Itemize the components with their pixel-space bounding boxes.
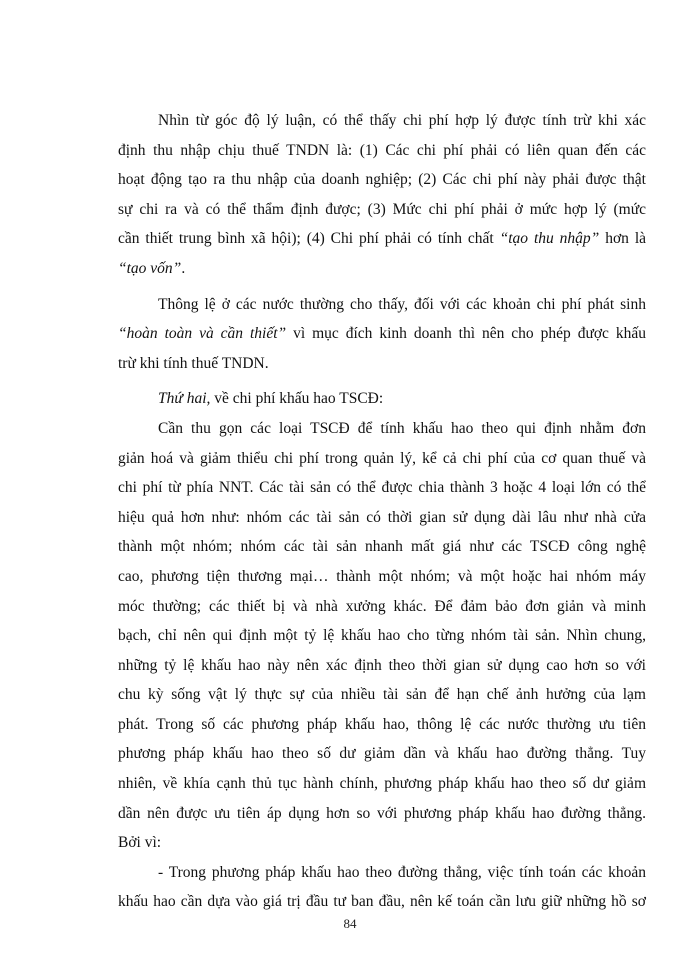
- italic-text: “tạo vốn”: [118, 259, 182, 277]
- text-line: [118, 887, 646, 917]
- paragraph-straight-line-note: [118, 858, 646, 917]
- body-text: vì mục đích kinh doanh thì nên cho phép được khấu: [286, 325, 646, 343]
- text-line: [118, 414, 646, 444]
- text-line: [118, 349, 646, 379]
- italic-text: “tạo thu nhập”: [499, 230, 600, 248]
- body-text: định thu nhập chịu thuế TNDN là: (1) Các chi phí phải có liên quan đến các: [118, 141, 646, 159]
- text-line: [118, 254, 646, 284]
- text-line: [118, 710, 646, 740]
- text-line: [118, 562, 646, 592]
- text-line: [118, 106, 646, 136]
- text-line: [118, 503, 646, 533]
- body-text: móc thường; các thiết bị và nhà xưởng khác. Để đảm bảo đơn giản và minh: [118, 597, 646, 615]
- text-line: [118, 739, 646, 769]
- body-text: giản hoá và giảm thiểu chi phí trong quản lý, kể cả chi phí của cơ quan thuế và: [118, 449, 646, 467]
- text-line: [118, 651, 646, 681]
- body-text: cao, phương tiện thương mại… thành một nhóm; và một hoặc hai nhóm máy: [118, 567, 646, 585]
- body-text: chi phí từ phía NNT. Các tài sản có thể được chia thành 3 hoặc 4 loại lớn có thể: [118, 479, 646, 497]
- body-text: Cần thu gọn các loại TSCĐ để tính khấu hao theo qui định nhằm đơn: [158, 419, 646, 437]
- body-text: Thông lệ ở các nước thường cho thấy, đối với các khoản chi phí phát sinh: [158, 295, 646, 313]
- body-text: phương pháp khấu hao theo số dư giảm dần và khấu hao đường thẳng. Tuy: [118, 745, 646, 763]
- paragraph-depreciation: [118, 414, 646, 858]
- body-text: khấu hao cần dựa vào giá trị đầu tư ban đầu, nên kế toán cần lưu giữ những hồ sơ: [118, 893, 646, 911]
- text-line: [118, 384, 646, 414]
- text-line: [118, 290, 646, 320]
- text-line: [118, 224, 646, 254]
- body-text: phát. Trong số các phương pháp khấu hao, thông lệ các nước thường ưu tiên: [118, 715, 646, 733]
- body-text: những tỷ lệ khấu hao này nên xác định theo thời gian sử dụng cao hơn so với: [118, 656, 646, 674]
- text-line: [118, 165, 646, 195]
- text-line: [118, 680, 646, 710]
- body-text: về chi phí khấu hao TSCĐ:: [210, 390, 384, 408]
- body-text: sự chi ra và có thể thẩm định được; (3) Mức chi phí phải ở mức hợp lý (mức: [118, 200, 646, 218]
- body-text: Nhìn từ góc độ lý luận, có thể thấy chi phí hợp lý được tính trừ khi xác: [158, 112, 646, 129]
- paragraph-second-heading: [118, 384, 646, 414]
- body-text: chu kỳ sống vật lý thực sự của nhiều tài sản để hạn chế ảnh hưởng của lạm: [118, 686, 646, 704]
- body-text: nhiên, về khía cạnh thủ tục hành chính, phương pháp khấu hao theo số dư giảm: [118, 775, 646, 793]
- body-text: hơn là: [599, 230, 647, 248]
- body-text: .: [181, 259, 186, 277]
- body-text: thành một nhóm; nhóm các tài sản nhanh mất giá như các TSCĐ công nghệ: [118, 538, 646, 556]
- text-line: [118, 769, 646, 799]
- italic-text: “hoàn toàn và cần thiết”: [118, 325, 287, 343]
- body-text: bạch, chỉ nên qui định một tỷ lệ khấu hao cho từng nhóm tài sản. Nhìn chung,: [118, 627, 646, 645]
- text-line: [118, 532, 646, 562]
- text-line: [118, 858, 646, 888]
- body-text: Bởi vì:: [118, 834, 162, 852]
- paragraph-deductible-costs: [118, 106, 646, 284]
- text-line: [118, 473, 646, 503]
- page-number: 84: [343, 916, 357, 931]
- text-line: [118, 136, 646, 166]
- italic-text: Thứ hai,: [158, 390, 211, 408]
- text-line: [118, 592, 646, 622]
- text-line: [118, 444, 646, 474]
- text-line: [118, 319, 646, 349]
- body-text: dần nên được ưu tiên áp dụng hơn so với phương pháp khấu hao đường thẳng.: [118, 804, 646, 822]
- text-line: [118, 799, 646, 829]
- body-text: hoạt động tạo ra thu nhập của doanh nghiệp; (2) Các chi phí này phải được thật: [118, 171, 646, 189]
- body-text: - Trong phương pháp khấu hao theo đường thẳng, việc tính toán các khoản: [158, 863, 646, 881]
- paragraph-international-practice: [118, 290, 646, 379]
- page-body: [118, 106, 646, 917]
- body-text: cần thiết trung bình xã hội); (4) Chi phí phải có tính chất: [118, 230, 500, 248]
- body-text: hiệu quả hơn như: nhóm các tài sản có thời gian sử dụng dài lâu như nhà cửa: [118, 508, 646, 526]
- text-line: [118, 828, 646, 858]
- body-text: trừ khi tính thuế TNDN.: [118, 354, 269, 372]
- text-line: [118, 621, 646, 651]
- text-line: [118, 195, 646, 225]
